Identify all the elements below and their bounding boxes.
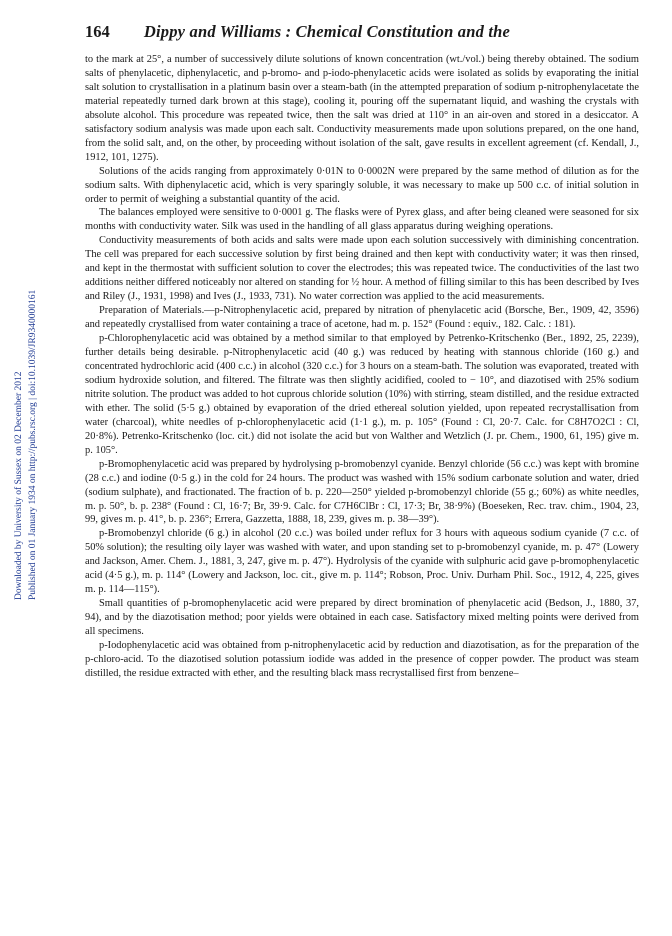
body-text (85, 53, 639, 681)
running-header (85, 20, 645, 44)
paragraph: p-Iodophenylacetic acid was obtained from p-nitrophenylacetic acid by reduction and diazotisation, as for the preparation of the p-chloro-acid. To the diazotised solution potassium iodide was added in the presence of copper powder. The product was steam distilled, the residue extracted with ether, and the resulting black mass recrystallised first from benzene– (85, 640, 639, 679)
running-title: Dippy and Williams : Chemical Constitution and the (143, 22, 511, 41)
margin-note-downloaded: Downloaded by University of Sussex on 02 December 2012 (14, 371, 24, 600)
paragraph: Small quantities of p-bromophenylacetic acid were prepared by direct bromination of phenylacetic acid (Bedson, J., 1880, 37, 94), and by the diazotisation method; poor yields were obtained in each case. Satisfactory mixed melting points were derived from all specimens. (85, 598, 639, 638)
paragraph: p-Bromophenylacetic acid was prepared by hydrolysing p-bromobenzyl cyanide. Benzyl chloride (56 c.c.) was kept with bromine (28 c.c.) and iodine (0·5 g.) in the cold for 24 hours. The product was washed with 15% sodium carbonate solution and water, dried (sodium sulphate), and fractionated. The fraction of b. p. 220—250° yielded p-bromobenzyl chloride (55 g.; 60%) as white needles, m. p. 50°, b. p. 238° (Found : Cl, 16·7; Br, 39·9. Calc. for C7H6ClBr : Cl, 17·3; Br, 38·9%) (Boeseken, Rec. trav. chim., 1904, 23, 99, gives m. p. 41°, b. p. 236°; Errera, Gazzetta, 1888, 18, 239, gives m. p. 38—39°). (85, 458, 639, 526)
paragraph: The balances employed were sensitive to 0·0001 g. The flasks were of Pyrex glass, and after being cleaned were seasoned for six months with conductivity water. Silk was used in the handling of all glass apparatus during weighing operations. (85, 207, 639, 233)
paragraph: Preparation of Materials.—p-Nitrophenylacetic acid, prepared by nitration of phenylacetic acid (Borsche, Ber., 1909, 42, 3596) and repeatedly crystallised from water containing a trace of acetone, had m. p. 152° (Found : equiv., 182. Calc. : 181). (85, 305, 639, 331)
paragraph: to the mark at 25°, a number of successively dilute solutions of known concentration (wt./vol.) being thereby obtained. The sodium salts of phenylacetic, diphenylacetic, and p-bromo- and p-iodo-phenylacetic acids were isolated as solids by evaporating the initial salt solution to crystallisation in a platinum basin over a steam-bath (in the attempted preparation of sodium p-nitrophenylacetate the material repeatedly turned dark brown at this stage), cooling it, pouring off the supernatant liquid, and washing the crystals with absolute alcohol. This procedure was repeated twice, then the salt was dried at 110° in an air-oven and stored in a desiccator. A satisfactory sodium analysis was made upon each salt. Conductivity measurements made upon solutions prepared, on the one hand, from the solid salt, and, on the other, by proceeding without isolation of the salt, gave results in excellent agreement (cf. Kendall, J., 1912, 101, 1275). (85, 54, 639, 163)
margin-note-published: Published on 01 January 1934 on http://pubs.rsc.org | doi:10.1039/JR9340000161 (28, 289, 38, 600)
paragraph: Conductivity measurements of both acids and salts were made upon each solution successively with diminishing concentration. The cell was prepared for each successive solution by first being drained and then kept with conductivity water; it was then rinsed, and kept in the thermostat with sufficient solution to cover the electrodes; this was repeated twice. The conductivities of the last two additions neither differed noticeably nor altered on standing for ½ hour. A method of filling similar to this has been described by Ives and Riley (J., 1931, 1998) and Ives (J., 1933, 731). No water correction was applied to the acid measurements. (85, 235, 639, 303)
paragraph: p-Bromobenzyl chloride (6 g.) in alcohol (20 c.c.) was boiled under reflux for 3 hours with aqueous sodium cyanide (7 c.c. of 50% solution); the resulting oily layer was washed with water, and upon standing set to p-bromobenzyl cyanide, m. p. 47° (Lowery and Jackson, Amer. Chem. J., 1881, 3, 247, give m. p. 47°). Hydrolysis of the cyanide with sulphuric acid gave p-bromophenylacetic acid (4·5 g.), m. p. 114° (Lowery and Jackson, loc. cit., give m. p. 114°; Robson, Proc. Univ. Durham Phil. Soc., 1912, 4, 225, gives m. p. 114—115°). (85, 528, 639, 596)
paragraph: Solutions of the acids ranging from approximately 0·01N to 0·0002N were prepared by the same method of dilution as for the sodium salts. With diphenylacetic acid, which is very sparingly soluble, it was necessary to make up 500 c.c. of initial solution in order to permit of weighing a substantial quantity of the acid. (85, 165, 639, 205)
paragraph: p-Chlorophenylacetic acid was obtained by a method similar to that employed by Petrenko-Kritschenko (Ber., 1892, 25, 2239), further details being desirable. p-Nitrophenylacetic acid (40 g.) was reduced by heating with stannous chloride (160 g.) and concentrated hydrochloric acid (400 c.c.) in alcohol (320 c.c.) for 3 hours on a steam-bath. The solution was evaporated, treated with sodium hydroxide solution, and filtered. The filtrate was then slightly acidified, cooled to − 10°, and diazotised with 25% sodium nitrite solution. The product was added to hot cuprous chloride solution (10%) with stirring, steam distilled, and the residue extracted with ether. The solid (5·5 g.) obtained by evaporation of the dried ethereal solution yielded, upon repeated recrystallisation from water (charcoal), white needles of p-chlorophenylacetic acid (1·1 g.), m. p. 105° (Found : Cl, 20·7. Calc. for C8H7O2Cl : Cl, 20·8%). Petrenko-Kritschenko (loc. cit.) did not isolate the acid but von Walther and Wetzlich (J. pr. Chem., 1900, 61, 195) give m. p. 105°. (85, 333, 639, 456)
page-number: 164 (85, 22, 110, 41)
